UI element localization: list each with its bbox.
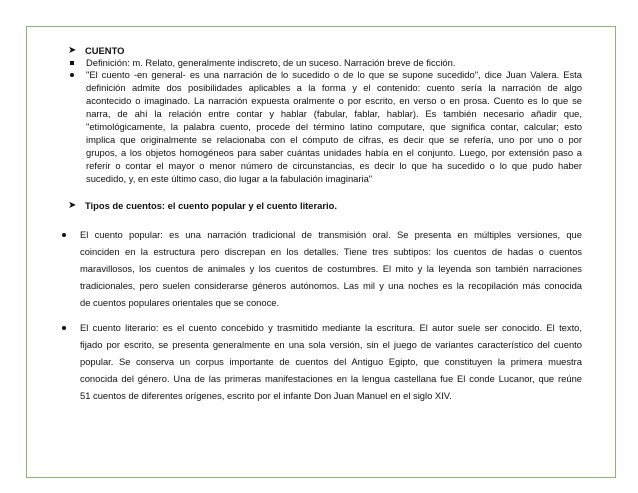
literario-line: El cuento literario: es el cuento concebido y trasmitido mediante la escritura. El autor suele ser conocido. El texto, <box>80 322 582 333</box>
quote-line: sucedido, y, en este último caso, dio lugar a la fabulación imaginaria" <box>86 173 373 184</box>
quote-line: acontecido o imaginado. La narración expuesta oralmente o por escrito, en verso o en prosa. Cuento es lo que se <box>86 95 582 106</box>
quote-line: grupos, a los objetos homogéneos para saber cuántas unidades había en el conjunto. Luego, por extensión paso a <box>86 147 582 158</box>
arrow-bullet-icon: ➤ <box>68 45 77 56</box>
literario-line: popular. Se conserva un corpus importante de cuentos del Antiguo Egipto, que constituyen la primera muestra <box>80 356 582 367</box>
popular-line: tradicionales, pero suelen considerarse géneros autónomos. Las mil y una noches es la recopilación más conocida <box>80 280 582 291</box>
literario-line: conocida del género. Una de las primeras manifestaciones en la lengua castellana fue El conde Lucanor, que reúne <box>80 373 582 384</box>
popular-line: de cuentos populares orientales que se conoce. <box>80 297 280 308</box>
popular-line: coinciden en la estructura pero discrepan en los detalles. Tiene tres subtipos: los cuentos de hadas o cuentos <box>80 246 582 257</box>
round-bullet-icon <box>62 233 66 237</box>
round-bullet-icon <box>70 73 74 77</box>
popular-line: El cuento popular: es una narración tradicional de transmisión oral. Se presenta en múltiples versiones, que <box>80 229 582 240</box>
quote-line: definición admite dos posibilidades aplicables a la forma y el contenido: cuento sería la narración de algo <box>86 82 582 93</box>
popular-line: maravillosos, los cuentos de animales y los cuentos de costumbres. El mito y la leyenda son también narraciones <box>80 263 582 274</box>
literario-line: fijado por escrito, se presenta generalmente en una sola versión, sin el juego de variantes característico del cuento <box>80 339 582 350</box>
quote-line: referir o contar el mayor o menor número de circunstancias, es decir lo que ha sucedido o lo que pudo haber <box>86 160 582 171</box>
quote-line: "El cuento -en general- es una narración de lo sucedido o de lo que se supone sucedido", dice Juan Valera. Esta <box>86 69 582 80</box>
section-heading-cuento: CUENTO <box>85 45 125 56</box>
section-heading-tipos: Tipos de cuentos: el cuento popular y el cuento literario. <box>85 200 337 211</box>
definition-text: Definición: m. Relato, generalmente indiscreto, de un suceso. Narración breve de ficción. <box>86 57 456 68</box>
arrow-bullet-icon: ➤ <box>68 200 77 211</box>
quote-line: implica que originalmente se relacionaba con el cómputo de cifras, es decir que se refería, uno por uno o por <box>86 134 582 145</box>
quote-line: "etimológicamente, la palabra cuento, procede del término latino computare, que significa contar, calcular; esto <box>86 121 582 132</box>
round-bullet-icon <box>62 326 66 330</box>
literario-line: 51 cuentos de diferentes orígenes, escrito por el infante Don Juan Manuel en el siglo XIV. <box>80 390 452 401</box>
square-bullet-icon <box>70 61 74 65</box>
quote-line: narra, de ahí la relación entre contar y hablar (fabular, fablar, hablar). Es también necesario añadir que, <box>86 108 582 119</box>
